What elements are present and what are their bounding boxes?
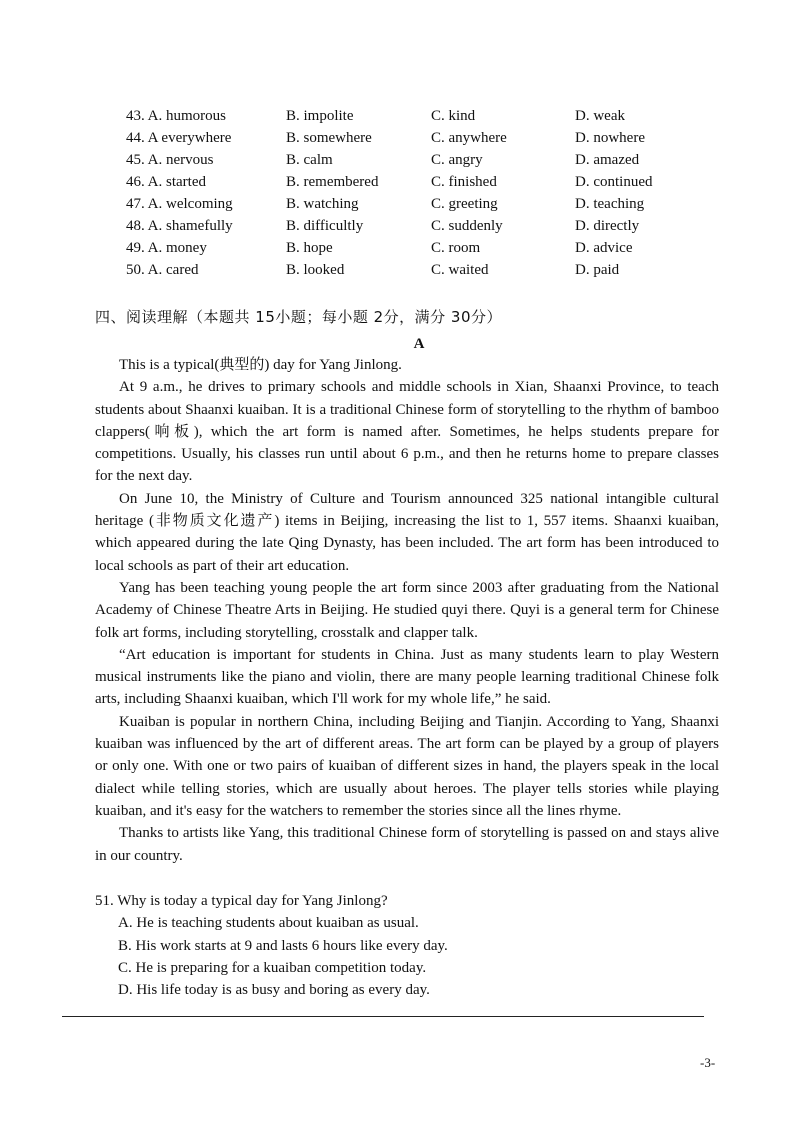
option-b: B. impolite	[286, 108, 354, 124]
footer-divider	[62, 1016, 704, 1017]
option-a: 43. A. humorous	[126, 108, 227, 124]
option-a: 44. A everywhere	[126, 130, 232, 146]
choice-d: D. His life today is as busy and boring as every day.	[118, 982, 430, 999]
option-b: B. somewhere	[286, 130, 372, 146]
paragraph: “Art education is important for students in China. Just as many students learn to play Western musical instruments like the piano and violin, there are many people learning traditional Chinese folk arts, including Shaanxi kuaiban, which I'll work for my whole life,” he said.	[95, 646, 719, 708]
option-c: C. anywhere	[431, 130, 507, 146]
option-b: B. remembered	[286, 174, 379, 190]
option-c: C. greeting	[431, 196, 498, 212]
option-b: B. calm	[286, 152, 333, 168]
option-b: B. looked	[286, 262, 345, 278]
option-d: D. weak	[575, 108, 625, 124]
passage-text	[95, 354, 719, 867]
option-a: 47. A. welcoming	[126, 196, 233, 212]
option-d: D. amazed	[575, 152, 640, 168]
choice-b: B. His work starts at 9 and lasts 6 hours like every day.	[118, 937, 448, 954]
option-d: D. directly	[575, 218, 640, 234]
option-a: 50. A. cared	[126, 262, 199, 278]
question-51	[95, 890, 719, 1001]
option-b: B. watching	[286, 196, 359, 212]
option-b: B. difficultly	[286, 218, 364, 234]
page-number: -3-	[700, 1055, 716, 1070]
choice-a: A. He is teaching students about kuaiban as usual.	[118, 915, 419, 932]
choice-c: C. He is preparing for a kuaiban competition today.	[118, 959, 427, 976]
option-a: 48. A. shamefully	[126, 218, 233, 234]
option-c: C. kind	[431, 108, 476, 124]
passage-letter: A	[413, 336, 425, 352]
section-title: 四、阅读理解（本题共 15小题；每小题 2分，满分 30分）	[95, 308, 503, 326]
option-d: D. paid	[575, 262, 620, 278]
paragraph: On June 10, the Ministry of Culture and Tourism announced 325 national intangible cultural heritage (非物质文化遗产) items in Beijing, increasing the list to 1, 557 items. Shaanxi kuaiban, which appeared during the late Qing Dynasty, has been included. The art form has been introduced to local schools as part of their art education.	[95, 490, 719, 574]
option-a: 46. A. started	[126, 174, 206, 190]
option-c: C. suddenly	[431, 218, 503, 234]
option-d: D. teaching	[575, 196, 645, 212]
option-c: C. room	[431, 240, 481, 256]
option-d: D. advice	[575, 240, 633, 256]
option-c: C. angry	[431, 152, 483, 168]
option-b: B. hope	[286, 240, 333, 256]
option-c: C. finished	[431, 174, 497, 190]
paragraph: Thanks to artists like Yang, this traditional Chinese form of storytelling is passed on and stays alive in our country.	[95, 825, 719, 864]
option-c: C. waited	[431, 262, 489, 278]
option-a: 49. A. money	[126, 240, 207, 256]
option-d: D. nowhere	[575, 130, 645, 146]
question-stem: 51. Why is today a typical day for Yang Jinlong?	[95, 893, 388, 909]
paragraph: Yang has been teaching young people the art form since 2003 after graduating from the National Academy of Chinese Theatre Arts in Beijing. He studied quyi there. Quyi is a general term for Chinese folk art forms, including storytelling, crosstalk and clapper talk.	[95, 579, 719, 641]
paragraph: This is a typical(典型的) day for Yang Jinlong.	[119, 357, 402, 373]
option-d: D. continued	[575, 174, 653, 190]
option-a: 45. A. nervous	[126, 152, 214, 168]
paragraph: Kuaiban is popular in northern China, including Beijing and Tianjin. According to Yang, Shaanxi kuaiban was influenced by the art of different areas. The art form can be played by a group of players or only one. With one or two pairs of kuaiban of different sizes in hand, the players speak in the local dialect while telling stories, which are usually about heroes. The player tells stories while playing kuaiban, and it's easy for the watchers to remember the stories since all the lines rhyme.	[95, 713, 719, 819]
paragraph: At 9 a.m., he drives to primary schools and middle schools in Xian, Shaanxi Province, to teach students about Shaanxi kuaiban. It is a traditional Chinese form of storytelling to the rhythm of bamboo clappers(响板), which the art form is named after. Sometimes, he helps students prepare for competitions. Usually, his classes run until about 6 p.m., and then he returns home to prepare classes for the next day.	[95, 379, 719, 485]
